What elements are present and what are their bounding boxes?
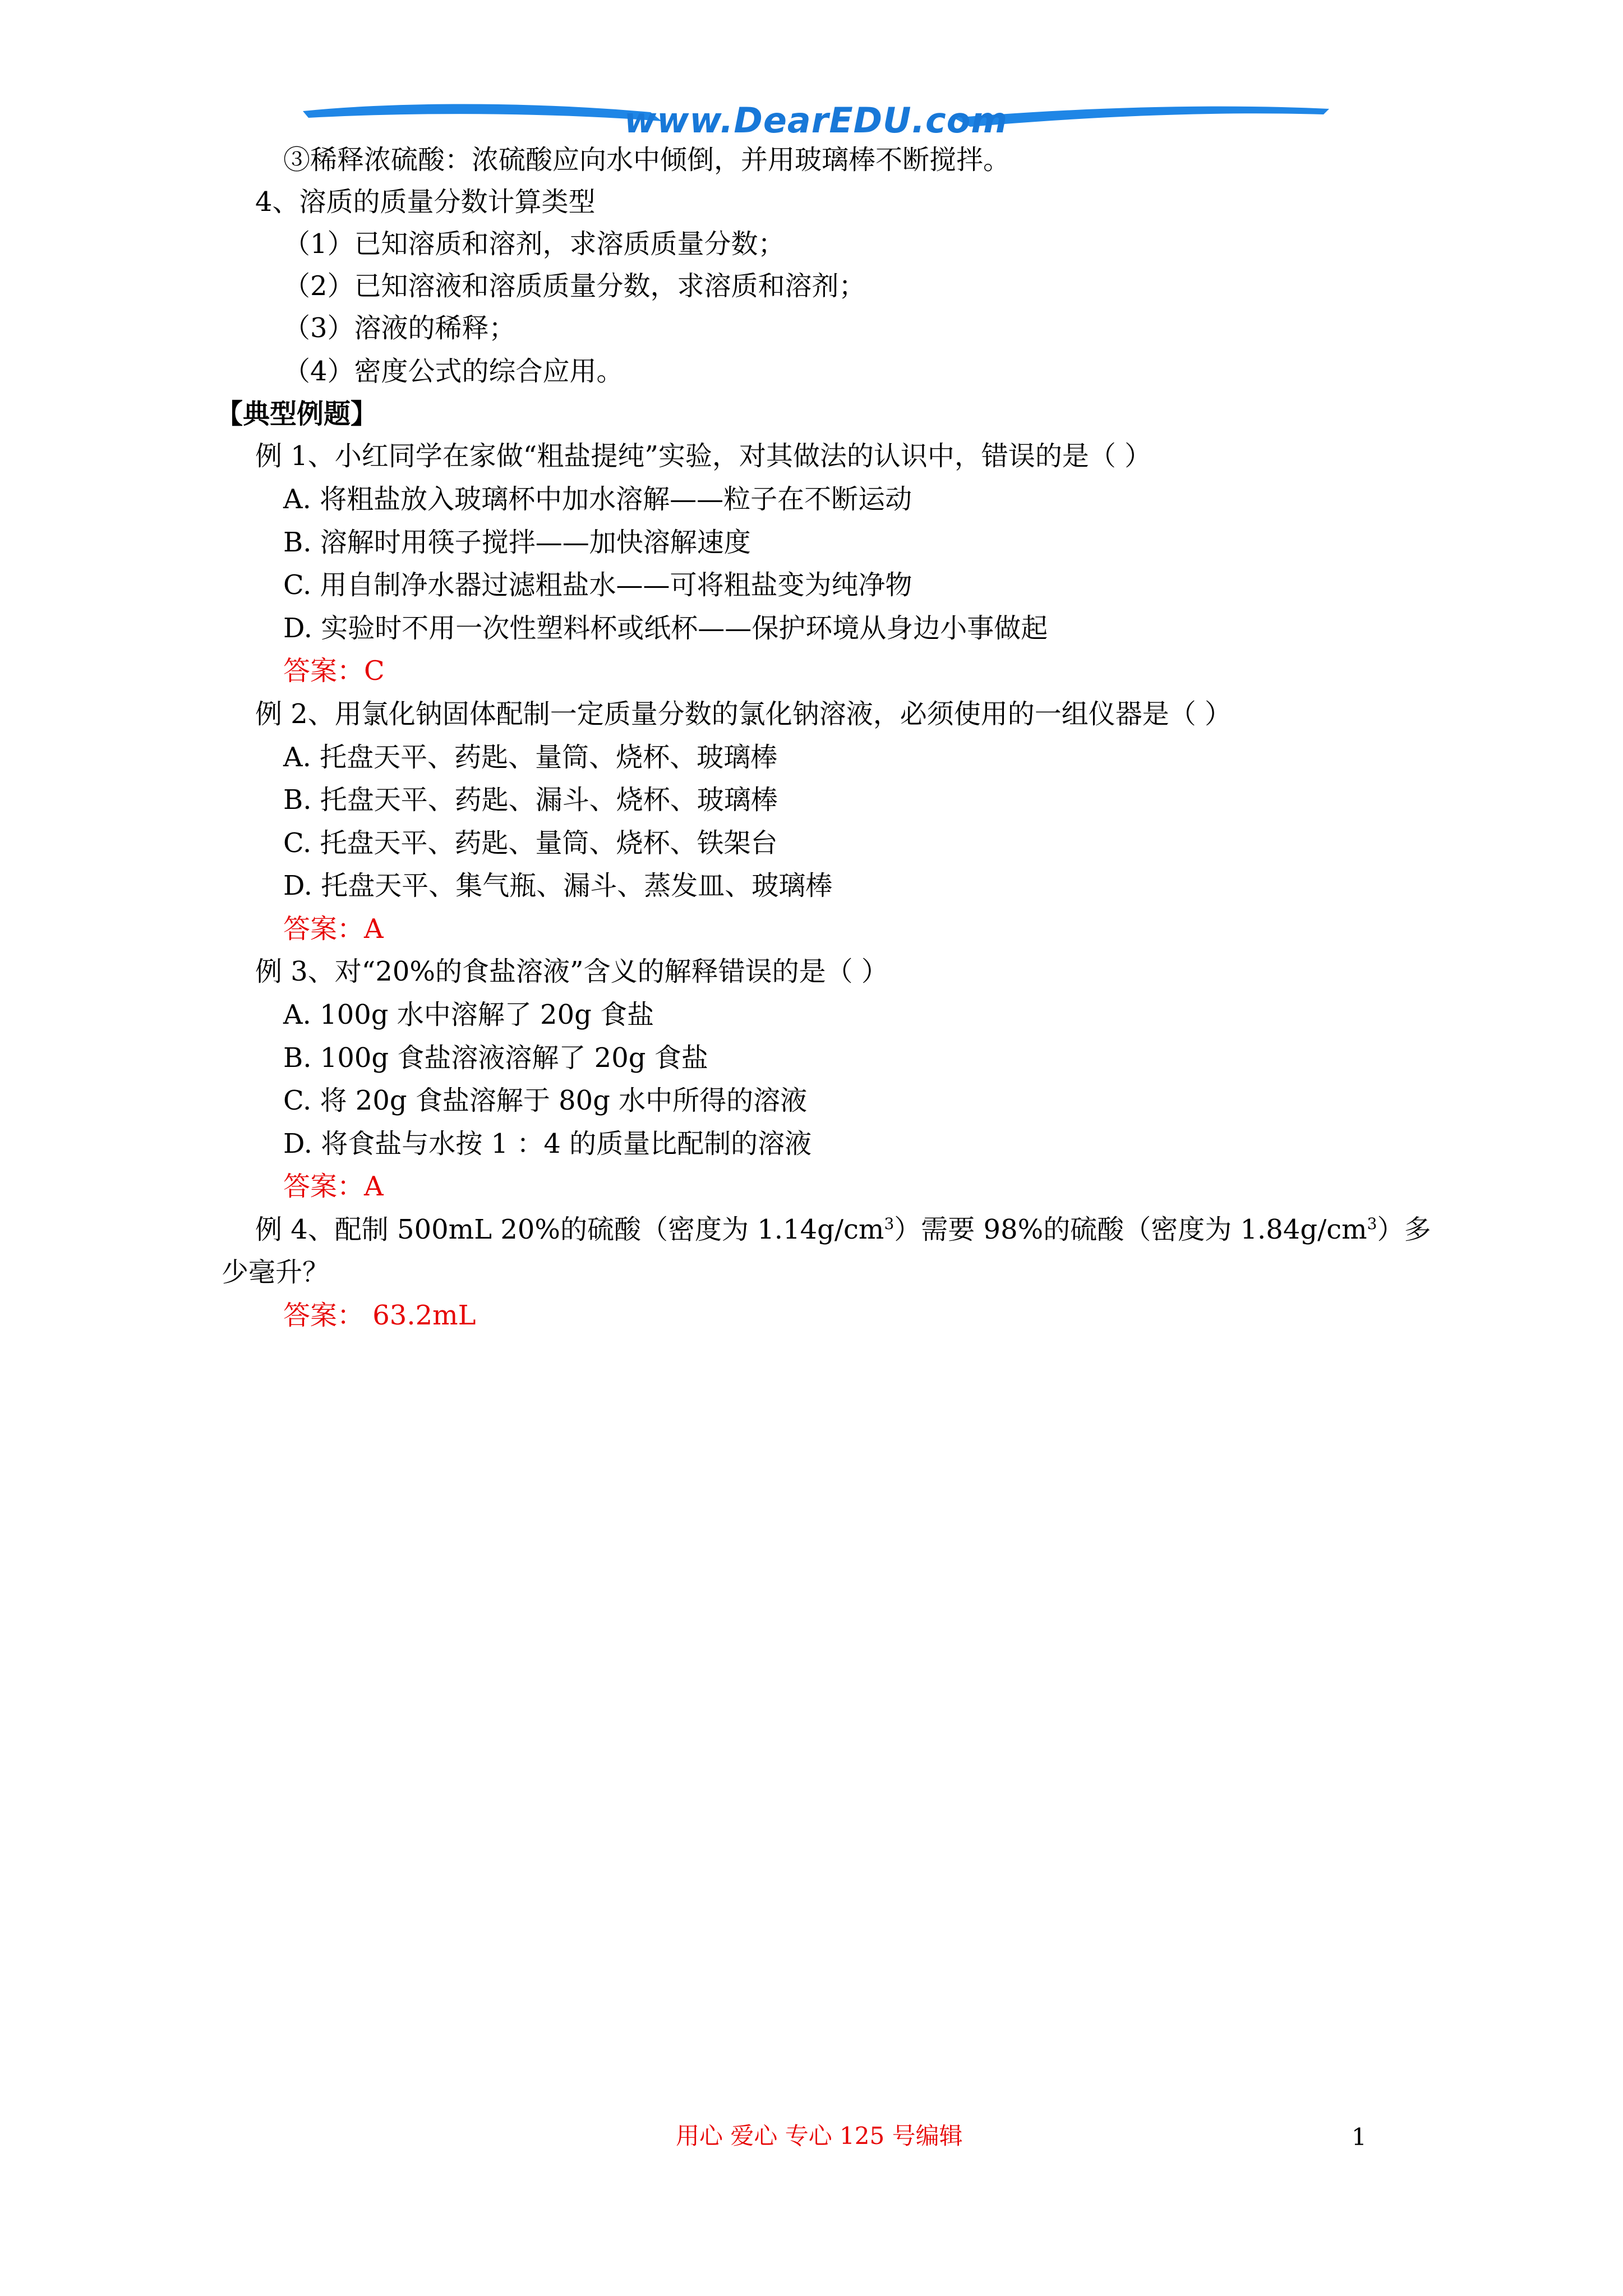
example-3-option-c: C. 将 20g 食盐溶解于 80g 水中所得的溶液	[283, 1085, 808, 1116]
list-item-calc-4: （4）密度公式的综合应用。	[283, 356, 624, 387]
example-3-answer: 答案：A	[283, 1171, 384, 1202]
example-4-question	[255, 1213, 1431, 1246]
example-4-question-part-1: 例 4、配制 500mL 20%的硫酸（密度为 1.14g/cm	[255, 1214, 884, 1245]
example-1-option-d: D. 实验时不用一次性塑料杯或纸杯——保护环境从身边小事做起	[283, 613, 1048, 644]
footer-text: 用心 爱心 专心 125 号编辑	[676, 2122, 963, 2150]
header-banner	[303, 95, 1329, 146]
superscript-3: 3	[884, 1214, 895, 1233]
list-item-calc-3: （3）溶液的稀释；	[283, 312, 516, 344]
example-3-question: 例 3、对“20%的食盐溶液”含义的解释错误的是（ ）	[255, 956, 888, 987]
example-4-question-part-3: ）多	[1377, 1214, 1431, 1245]
example-1-option-b: B. 溶解时用筷子搅拌——加快溶解速度	[283, 527, 751, 558]
example-2-option-c: C. 托盘天平、药匙、量筒、烧杯、铁架台	[283, 827, 778, 859]
section-heading-examples: 【典型例题】	[216, 398, 378, 430]
example-3-option-b: B. 100g 食盐溶液溶解了 20g 食盐	[283, 1042, 708, 1074]
example-4-question-continued: 少毫升？	[222, 1257, 330, 1288]
superscript-3: 3	[1367, 1214, 1377, 1233]
example-1-option-a: A. 将粗盐放入玻璃杯中加水溶解——粒子在不断运动	[283, 484, 912, 515]
example-2-option-d: D. 托盘天平、集气瓶、漏斗、蒸发皿、玻璃棒	[283, 870, 833, 901]
example-3-option-a: A. 100g 水中溶解了 20g 食盐	[283, 999, 654, 1030]
example-2-answer: 答案：A	[283, 913, 384, 945]
example-4-question-part-2: ）需要 98%的硫酸（密度为 1.84g/cm	[894, 1214, 1367, 1245]
page-number: 1	[1352, 2123, 1367, 2151]
section-heading-calc-types: 4、溶质的质量分数计算类型	[255, 186, 596, 218]
example-1-option-c: C. 用自制净水器过滤粗盐水——可将粗盐变为纯净物	[283, 569, 912, 601]
example-1-question: 例 1、小红同学在家做“粗盐提纯”实验，对其做法的认识中，错误的是（ ）	[255, 440, 1152, 472]
list-item-calc-2: （2）已知溶液和溶质质量分数，求溶质和溶剂；	[283, 270, 866, 302]
site-logo: www.DearEDU.com	[624, 100, 1008, 141]
text-line-dilute-acid: ③稀释浓硫酸：浓硫酸应向水中倾倒，并用玻璃棒不断搅拌。	[283, 144, 1011, 176]
example-2-question: 例 2、用氯化钠固体配制一定质量分数的氯化钠溶液，必须使用的一组仪器是（ ）	[255, 698, 1232, 730]
example-2-option-b: B. 托盘天平、药匙、漏斗、烧杯、玻璃棒	[283, 784, 778, 816]
example-2-option-a: A. 托盘天平、药匙、量筒、烧杯、玻璃棒	[283, 742, 778, 773]
example-3-option-d: D. 将食盐与水按 1 ：4 的质量比配制的溶液	[283, 1128, 812, 1159]
list-item-calc-1: （1）已知溶质和溶剂，求溶质质量分数；	[283, 228, 785, 260]
example-4-answer: 答案： 63.2mL	[283, 1300, 476, 1331]
example-1-answer: 答案：C	[283, 655, 385, 687]
